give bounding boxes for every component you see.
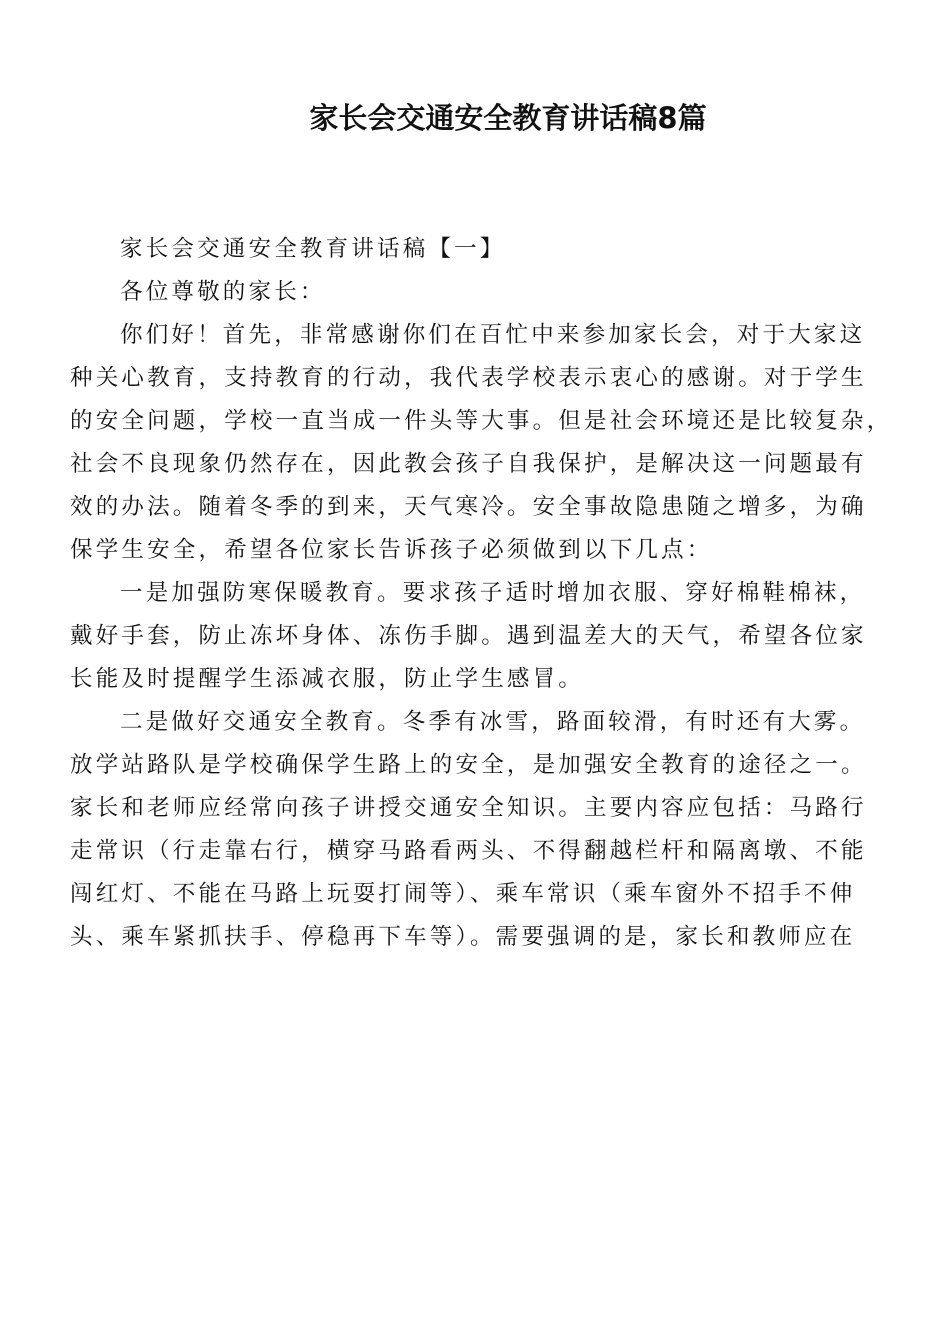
text-line: 的安全问题，学校一直当成一件头等大事。但是社会环境还是比较复杂，: [70, 408, 893, 434]
text-line: 社会不良现象仍然存在，因此教会孩子自我保护，是解决这一问题最有: [70, 451, 867, 477]
text-line: 二是做好交通安全教育。冬季有冰雪，路面较滑，有时还有大雾。: [120, 709, 866, 735]
salutation: 各位尊敬的家长：: [120, 279, 326, 305]
document-title: 家长会交通安全教育讲话稿8篇: [309, 101, 707, 135]
text-line: 头、乘车紧抓扶手、停稳再下车等）。需要强调的是，家长和教师应在: [70, 924, 856, 950]
text-line: 种关心教育，支持教育的行动，我代表学校表示衷心的感谢。对于学生: [70, 365, 867, 391]
text-line: 保学生安全，希望各位家长告诉孩子必须做到以下几点：: [70, 537, 713, 563]
text-line: 效的办法。随着冬季的到来，天气寒冷。安全事故隐患随之增多，为确: [70, 494, 867, 520]
document-body: [70, 228, 893, 959]
text-line: 一是加强防寒保暖教育。要求孩子适时增加衣服、穿好棉鞋棉袜，: [120, 580, 866, 606]
text-line: 放学站路队是学校确保学生路上的安全，是加强安全教育的途径之一。: [70, 752, 867, 778]
text-line: 戴好手套，防止冻坏身体、冻伤手脚。遇到温差大的天气，希望各位家: [70, 623, 867, 649]
text-line: 长能及时提醒学生添减衣服，防止学生感冒。: [70, 666, 585, 692]
text-line: 走常识（行走靠右行，横穿马路看两头、不得翻越栏杆和隔离墩、不能: [70, 838, 867, 864]
text-line: 家长和老师应经常向孩子讲授交通安全知识。主要内容应包括：马路行: [70, 795, 867, 821]
text-line: 闯红灯、不能在马路上玩耍打闹等）、乘车常识（乘车窗外不招手不伸: [70, 881, 856, 907]
text-line: 你们好！首先，非常感谢你们在百忙中来参加家长会，对于大家这: [120, 322, 866, 348]
section-heading: 家长会交通安全教育讲话稿【一】: [120, 236, 506, 262]
